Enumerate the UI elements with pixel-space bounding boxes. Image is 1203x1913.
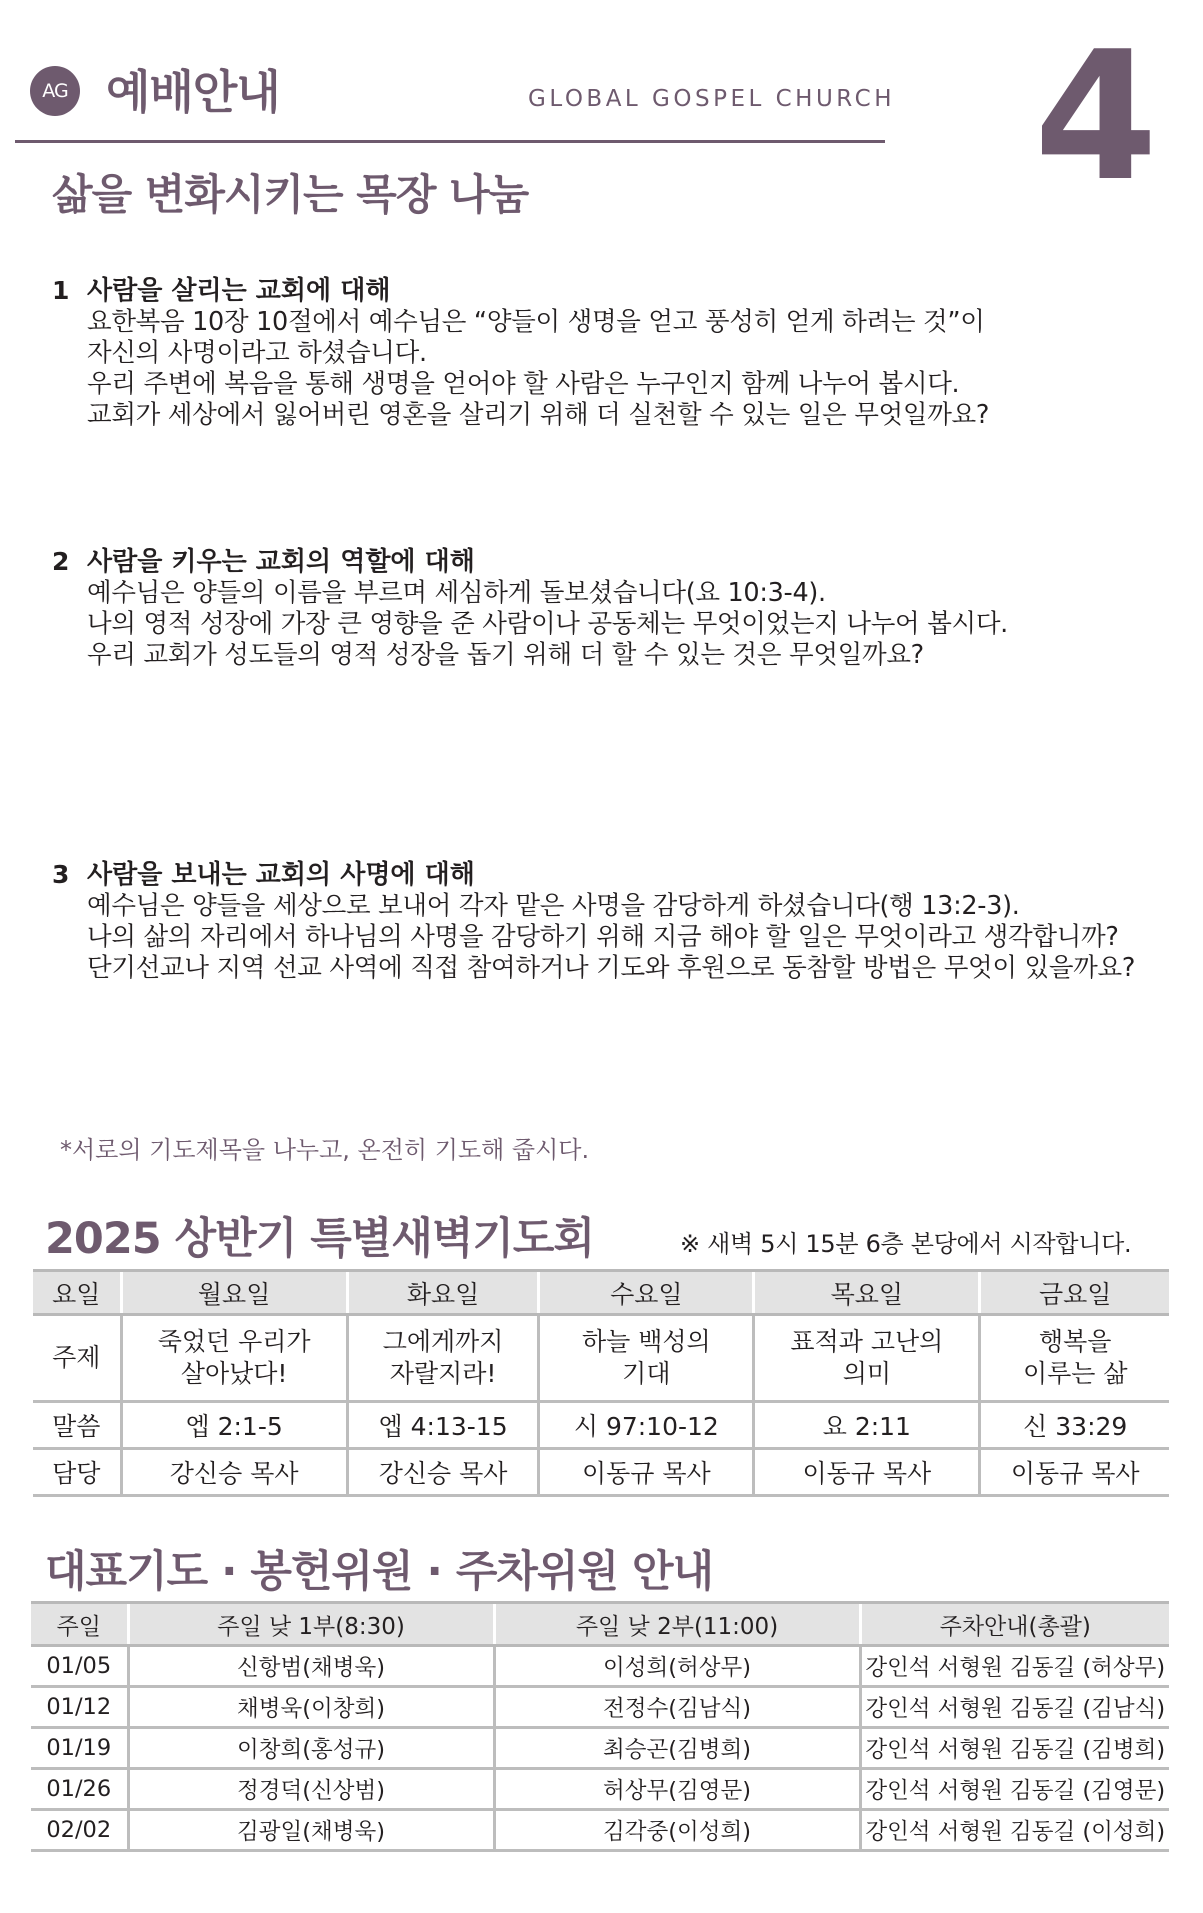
question-number: 2 [52,547,70,576]
date-cell: 01/05 [31,1646,128,1687]
parking-cell: 강인석 서형원 김동길 (김병희) [860,1728,1169,1769]
verse-cell: 시 97:10-12 [539,1402,754,1449]
question-heading: 사람을 키우는 교회의 역할에 대해 [87,547,475,577]
service2-cell: 이성희(허상무) [494,1646,860,1687]
theme-line: 표적과 고난의 [790,1327,944,1356]
header-cell: 주차안내(총괄) [860,1603,1169,1646]
service1-cell: 채병욱(이창희) [128,1687,494,1728]
theme-cell [539,1315,754,1402]
service1-cell: 신항범(채병욱) [128,1646,494,1687]
service2-cell: 전정수(김남식) [494,1687,860,1728]
parking-cell: 강인석 서형원 김동길 (허상무) [860,1646,1169,1687]
header-cell: 금요일 [980,1271,1169,1315]
date-cell: 02/02 [31,1810,128,1851]
dawn-prayer-note: ※ 새벽 5시 15분 6층 본당에서 시작합니다. [680,1230,1132,1258]
date-cell: 01/19 [31,1728,128,1769]
service2-cell: 김각중(이성희) [494,1810,860,1851]
parking-cell: 강인석 서형원 김동길 (김남식) [860,1687,1169,1728]
theme-cell [754,1315,980,1402]
question-number: 3 [52,860,70,889]
dawn-prayer-table [33,1269,1169,1497]
header-divider [15,140,885,143]
verse-cell: 요 2:11 [754,1402,980,1449]
verse-cell: 엡 4:13-15 [347,1402,539,1449]
theme-row [33,1315,1169,1402]
service2-cell: 최승곤(김병희) [494,1728,860,1769]
leader-cell: 이동규 목사 [980,1449,1169,1496]
theme-line: 의미 [842,1359,891,1388]
service2-cell: 허상무(김영문) [494,1769,860,1810]
theme-cell [121,1315,347,1402]
question-number: 1 [52,276,70,305]
question-heading: 사람을 살리는 교회에 대해 [87,276,391,306]
theme-cell [980,1315,1169,1402]
section-title: 삶을 변화시키는 목장 나눔 [52,170,529,219]
header-cell: 화요일 [347,1271,539,1315]
question-line: 예수님은 양들을 세상으로 보내어 각자 맡은 사명을 감당하게 하셨습니다(행 13:2-3). [87,891,1020,921]
leader-row [33,1449,1169,1496]
theme-line: 살아났다! [180,1359,288,1388]
leader-cell: 이동규 목사 [754,1449,980,1496]
theme-line: 행복을 [1039,1327,1112,1356]
question-line: 우리 주변에 복음을 통해 생명을 얻어야 할 사람은 누구인지 함께 나누어 봅시다. [87,369,960,399]
leader-cell: 강신승 목사 [121,1449,347,1496]
question-line: 단기선교나 지역 선교 사역에 직접 참여하거나 기도와 후원으로 동참할 방법은 무엇이 있을까요? [87,953,1136,983]
page-title: 예배안내 [106,65,280,119]
header-cell: 주일 낮 2부(11:00) [494,1603,860,1646]
question-line: 우리 교회가 성도들의 영적 성장을 돕기 위해 더 할 수 있는 것은 무엇일까요? [87,640,924,670]
theme-line: 죽었던 우리가 [157,1327,311,1356]
header-cell: 주일 [31,1603,128,1646]
verse-row [33,1402,1169,1449]
header-cell: 주일 낮 1부(8:30) [128,1603,494,1646]
question-line: 자신의 사명이라고 하셨습니다. [87,338,427,368]
row-label: 담당 [33,1449,121,1496]
question-line: 나의 영적 성장에 가장 큰 영향을 준 사람이나 공동체는 무엇이었는지 나누어 봅시다. [87,609,1008,639]
church-name: GLOBAL GOSPEL CHURCH [528,86,895,112]
table-header-row [33,1271,1169,1315]
question-line: 나의 삶의 자리에서 하나님의 사명을 감당하기 위해 지금 해야 할 일은 무엇이라고 생각합니까? [87,922,1119,952]
representatives-table [31,1601,1169,1852]
row-label: 말씀 [33,1402,121,1449]
theme-line: 하늘 백성의 [581,1327,711,1356]
header-cell: 요일 [33,1271,121,1315]
representatives-title: 대표기도 · 봉헌위원 · 주차위원 안내 [45,1547,714,1597]
church-logo: AG [30,66,80,116]
prayer-note: *서로의 기도제목을 나누고, 온전히 기도해 줍시다. [60,1136,590,1164]
row-label: 주제 [33,1315,121,1402]
page-number: 4 [1034,13,1158,220]
table-row [31,1728,1169,1769]
header-cell: 월요일 [121,1271,347,1315]
date-cell: 01/12 [31,1687,128,1728]
table-row [31,1810,1169,1851]
table-row [31,1687,1169,1728]
leader-cell: 이동규 목사 [539,1449,754,1496]
theme-line: 이루는 삶 [1022,1359,1128,1388]
verse-cell: 신 33:29 [980,1402,1169,1449]
header-cell: 수요일 [539,1271,754,1315]
theme-line: 기대 [622,1359,671,1388]
table-row [31,1646,1169,1687]
question-line: 예수님은 양들의 이름을 부르며 세심하게 돌보셨습니다(요 10:3-4). [87,578,826,608]
theme-line: 그에게까지 [382,1327,504,1356]
date-cell: 01/26 [31,1769,128,1810]
dawn-prayer-title: 2025 상반기 특별새벽기도회 [45,1214,594,1264]
theme-line: 자랄지라! [389,1359,497,1388]
question-line: 요한복음 10장 10절에서 예수님은 “양들이 생명을 얻고 풍성히 얻게 하려는 것”이 [87,307,985,337]
verse-cell: 엡 2:1-5 [121,1402,347,1449]
table-header-row [31,1603,1169,1646]
leader-cell: 강신승 목사 [347,1449,539,1496]
parking-cell: 강인석 서형원 김동길 (이성희) [860,1810,1169,1851]
parking-cell: 강인석 서형원 김동길 (김영문) [860,1769,1169,1810]
question-heading: 사람을 보내는 교회의 사명에 대해 [87,860,475,890]
table-row [31,1769,1169,1810]
service1-cell: 정경덕(신상범) [128,1769,494,1810]
service1-cell: 김광일(채병욱) [128,1810,494,1851]
header-cell: 목요일 [754,1271,980,1315]
question-line: 교회가 세상에서 잃어버린 영혼을 살리기 위해 더 실천할 수 있는 일은 무엇일까요? [87,400,990,430]
theme-cell [347,1315,539,1402]
service1-cell: 이창희(홍성규) [128,1728,494,1769]
